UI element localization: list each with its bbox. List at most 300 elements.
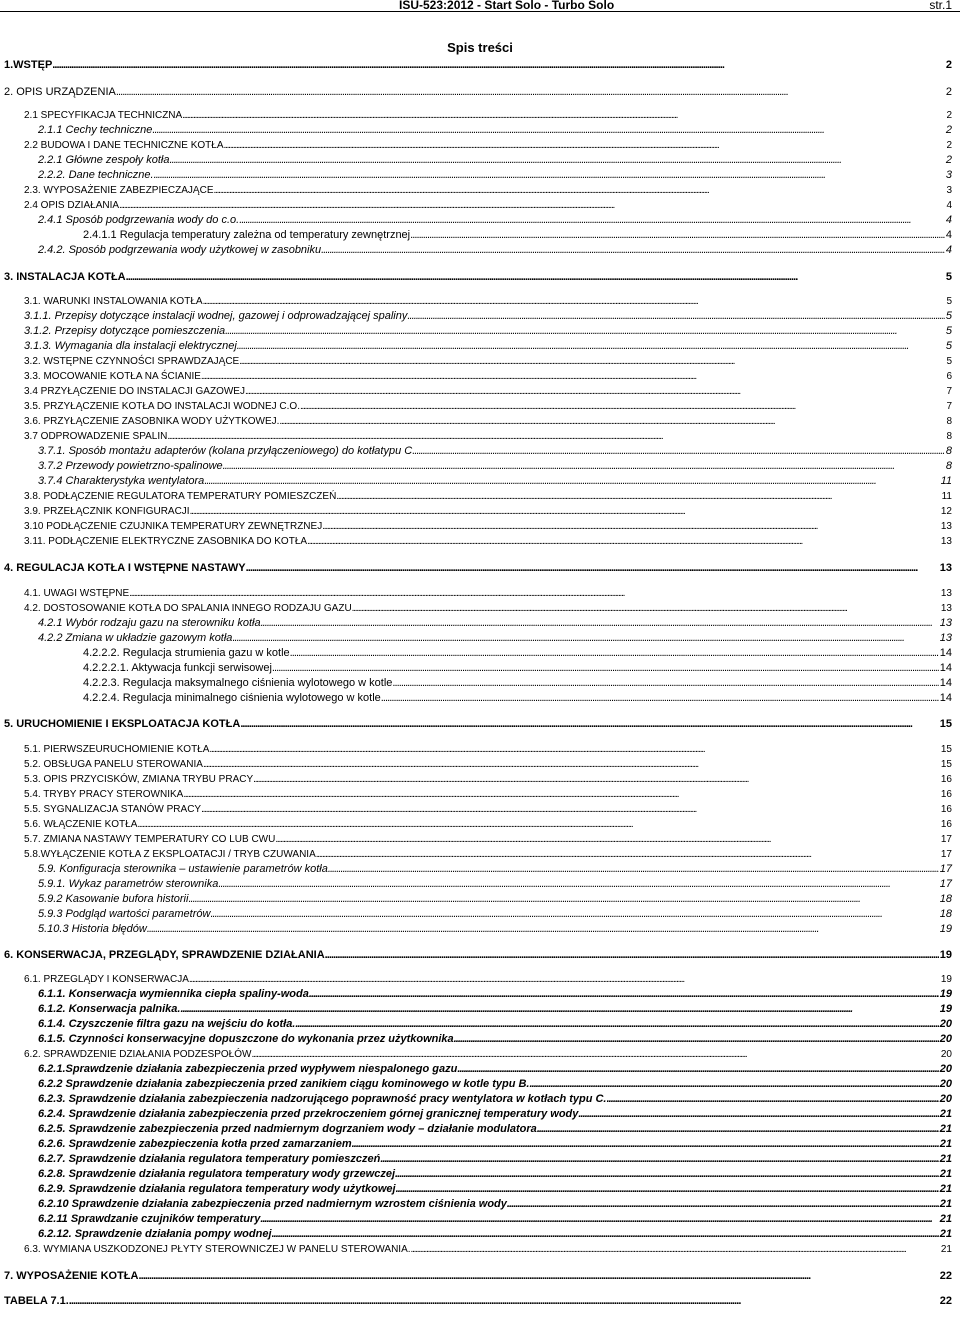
toc-entry-content: [24, 354, 952, 369]
toc-entry-content: [24, 742, 952, 757]
toc-dot-leader: [410, 228, 945, 243]
toc-dot-leader: [246, 561, 939, 576]
toc-entry[interactable]: [0, 444, 960, 459]
toc-entry[interactable]: [0, 631, 960, 646]
toc-entry-title: 6.1.1. Konserwacja wymiennika ciepła spaliny-woda: [38, 988, 309, 1000]
toc-entry[interactable]: [0, 787, 960, 802]
toc-entry-content: [38, 862, 952, 877]
toc-entry-title: 3.7.1. Sposób montażu adapterów (kolana przyłączeniowego) do kotłatypu C: [38, 445, 413, 457]
toc-dot-leader: [245, 384, 945, 399]
toc-entry-content: [38, 1197, 952, 1212]
toc-entry-page: 17: [939, 878, 952, 890]
toc-entry-page: 13: [940, 521, 952, 532]
toc-entry[interactable]: [0, 339, 960, 354]
toc-entry-content: [24, 339, 952, 354]
toc-entry[interactable]: [0, 1242, 960, 1257]
toc-entry-page: 5: [945, 310, 952, 322]
toc-dot-leader: [275, 832, 940, 847]
toc-dot-leader: [454, 1032, 939, 1047]
toc-entry-title: 6.1.2. Konserwacja palnika.: [38, 1003, 181, 1015]
toc-entry[interactable]: [0, 616, 960, 631]
toc-entry-content: [24, 414, 952, 429]
toc-entry-page: 15: [939, 718, 952, 730]
toc-entry[interactable]: [0, 1197, 960, 1212]
toc-entry-page: 4: [945, 214, 952, 226]
toc-entry[interactable]: [0, 1137, 960, 1152]
toc-entry-content: [83, 676, 952, 691]
toc-entry-content: [38, 1182, 952, 1197]
toc-entry-content: [24, 384, 952, 399]
toc-entry-title: 2.1 SPECYFIKACJA TECHNICZNA: [24, 110, 183, 121]
toc-entry[interactable]: [0, 384, 960, 399]
toc-entry-title: 3.1. WARUNKI INSTALOWANIA KOTŁA: [24, 296, 203, 307]
toc-entry-title: 3.9. PRZEŁĄCZNIK KONFIGURACJI: [24, 506, 190, 517]
toc-entry-page: 5: [945, 271, 952, 283]
toc-dot-leader: [309, 987, 939, 1002]
toc-dot-leader: [152, 123, 945, 138]
toc-entry-page: 21: [939, 1183, 952, 1195]
toc-entry-page: 18: [939, 908, 952, 920]
toc-dot-leader: [203, 294, 946, 309]
toc-dot-leader: [214, 183, 946, 198]
toc-dot-leader: [223, 138, 945, 153]
toc-entry-title: 3.10 PODŁĄCZENIE CZUJNIKA TEMPERATURY ZEWNĘTRZNEJ: [24, 521, 323, 532]
toc-entry-title: 7. WYPOSAŻENIE KOTŁA: [4, 1270, 139, 1282]
toc-entry-page: 19: [939, 1003, 952, 1015]
toc-entry[interactable]: [0, 1062, 960, 1077]
toc-dot-leader: [188, 892, 938, 907]
toc-entry[interactable]: [0, 138, 960, 153]
toc-entry-title: 5.7. ZMIANA NASTAWY TEMPERATURY CO LUB CWU: [24, 834, 276, 845]
toc-dot-leader: [396, 1182, 939, 1197]
toc-entry-content: [24, 601, 952, 616]
toc-dot-leader: [300, 399, 945, 414]
toc-entry[interactable]: [0, 601, 960, 616]
toc-dot-leader: [210, 907, 938, 922]
toc-entry-content: [38, 1107, 952, 1122]
toc-dot-leader: [395, 1167, 939, 1182]
toc-entry[interactable]: [0, 270, 960, 285]
toc-dot-leader: [138, 1269, 938, 1284]
toc-entry-content: [4, 1269, 952, 1284]
toc-entry[interactable]: [0, 742, 960, 757]
toc-entry[interactable]: [0, 58, 960, 73]
toc-dot-leader: [316, 847, 940, 862]
toc-entry-page: 22: [939, 1270, 952, 1282]
toc-entry[interactable]: [0, 474, 960, 489]
toc-dot-leader: [537, 1122, 939, 1137]
toc-dot-leader: [126, 270, 945, 285]
toc-dot-leader: [225, 324, 945, 339]
toc-entry[interactable]: [0, 691, 960, 706]
toc-entry-page: 16: [940, 789, 952, 800]
toc-entry-page: 5: [945, 325, 952, 337]
toc-dot-leader: [412, 444, 945, 459]
toc-entry-title: 6.1. PRZEGLĄDY I KONSERWACJA: [24, 974, 189, 985]
toc-entry-page: 16: [940, 804, 952, 815]
toc-entry-title: 3.3. MOCOWANIE KOTŁA NA ŚCIANIE: [24, 371, 201, 382]
toc-entry-page: 7: [946, 401, 952, 412]
toc-entry[interactable]: [0, 1269, 960, 1284]
toc-entry-title: 6.2.12. Sprawdzenie działania pompy wodnej: [38, 1228, 272, 1240]
toc-entry[interactable]: [0, 489, 960, 504]
toc-dot-leader: [189, 972, 940, 987]
toc-dot-leader: [201, 802, 940, 817]
toc-entry[interactable]: [0, 1092, 960, 1107]
toc-entry-title: 2.4.1 Sposób podgrzewania wody do c.o.: [38, 214, 240, 226]
toc-dot-leader: [129, 586, 940, 601]
toc-entry[interactable]: [0, 1227, 960, 1242]
toc-entry-page: 8: [945, 460, 952, 472]
toc-entry[interactable]: [0, 108, 960, 123]
toc-entry-title: 5.3. OPIS PRZYCISKÓW, ZMIANA TRYBU PRACY: [24, 774, 254, 785]
toc-entry-title: 3.7.2 Przewody powietrzno-spalinowe: [38, 460, 223, 472]
toc-entry[interactable]: [0, 168, 960, 183]
toc-entry-page: 21: [939, 1228, 952, 1240]
toc-entry[interactable]: [0, 243, 960, 258]
toc-entry-content: [4, 85, 952, 100]
toc-entry-title: 4.2.2 Zmiana w układzie gazowym kotła: [38, 632, 233, 644]
toc-entry-content: [83, 691, 952, 706]
toc-dot-leader: [261, 616, 939, 631]
toc-entry[interactable]: [0, 646, 960, 661]
toc-entry-title: 4.2.2.3. Regulacja maksymalnego ciśnienia wylotowego w kotle: [83, 677, 393, 689]
toc-dot-leader: [69, 1294, 939, 1309]
toc-entry-content: [4, 717, 952, 732]
toc-entry-page: 2: [945, 86, 952, 98]
toc-entry[interactable]: [0, 561, 960, 576]
toc-entry-title: 2.2.2. Dane techniczne.: [38, 169, 154, 181]
toc-entry-content: [24, 309, 952, 324]
toc-entry-content: [38, 213, 952, 228]
toc-dot-leader: [529, 1077, 938, 1092]
toc-dot-leader: [381, 691, 939, 706]
toc-entry-title: 2.3. WYPOSAŻENIE ZABEZPIECZAJĄCE: [24, 185, 214, 196]
toc-entry-title: 3.6. PRZYŁĄCZENIE ZASOBNIKA WODY UŻYTKOWEJ.: [24, 416, 280, 427]
toc-entry[interactable]: [0, 802, 960, 817]
toc-entry[interactable]: [0, 534, 960, 549]
toc-dot-leader: [190, 504, 940, 519]
toc-entry-page: 14: [939, 662, 952, 674]
toc-entry-content: [24, 138, 952, 153]
toc-entry-title: 6.1.5. Czynności konserwacyjne dopuszczone do wykonania przez użytkownika: [38, 1033, 454, 1045]
toc-dot-leader: [180, 1002, 938, 1017]
toc-entry[interactable]: [0, 1032, 960, 1047]
toc-entry-page: 4: [945, 229, 952, 241]
toc-entry[interactable]: [0, 907, 960, 922]
toc-entry-title: 3.2. WSTĘPNE CZYNNOŚCI SPRAWDZAJĄCE: [24, 356, 240, 367]
toc-entry[interactable]: [0, 847, 960, 862]
toc-dot-leader: [507, 1197, 939, 1212]
toc-entry[interactable]: [0, 832, 960, 847]
toc-entry[interactable]: [0, 661, 960, 676]
toc-entry-page: 4: [946, 200, 952, 211]
toc-entry-page: 19: [939, 988, 952, 1000]
toc-dot-leader: [325, 948, 939, 963]
toc-entry-content: [38, 907, 952, 922]
toc-entry-page: 13: [940, 603, 952, 614]
toc-entry-page: 21: [939, 1198, 952, 1210]
toc-entry-title: 5.4. TRYBY PRACY STEROWNIKA: [24, 789, 184, 800]
toc-entry-content: [38, 1092, 952, 1107]
toc-dot-leader: [380, 1152, 938, 1167]
toc-dot-leader: [239, 354, 945, 369]
toc-dot-leader: [218, 877, 938, 892]
toc-entry-page: 5: [945, 340, 952, 352]
toc-entry-page: 13: [940, 588, 952, 599]
toc-entry-content: [24, 787, 952, 802]
toc-dot-leader: [154, 168, 945, 183]
toc-entry-title: 6.2.1.Sprawdzenie działania zabezpieczenia przed wypływem niespalonego gazu: [38, 1063, 458, 1075]
toc-entry[interactable]: [0, 1002, 960, 1017]
toc-entry-title: 2.4.1.1 Regulacja temperatury zależna od temperatury zewnętrznej: [83, 229, 411, 241]
toc-dot-leader: [204, 474, 939, 489]
toc-dot-leader: [336, 489, 940, 504]
toc-entry-title: 6.2.11 Sprawdzanie czujników temperatury: [38, 1213, 261, 1225]
toc-entry[interactable]: [0, 1047, 960, 1062]
toc-entry[interactable]: [0, 948, 960, 963]
toc-entry-content: [24, 369, 952, 384]
toc-entry-content: [24, 534, 952, 549]
toc-entry[interactable]: [0, 309, 960, 324]
toc-dot-leader: [279, 414, 945, 429]
toc-entry-content: [24, 817, 952, 832]
toc-entry[interactable]: [0, 213, 960, 228]
toc-entry-page: 20: [939, 1093, 952, 1105]
toc-entry-title: 4.2.2.4. Regulacja minimalnego ciśnienia wylotowego w kotle: [83, 692, 381, 704]
toc-entry-title: 6. KONSERWACJA, PRZEGLĄDY, SPRAWDZENIE DZIAŁANIA: [4, 949, 325, 961]
toc-dot-leader: [272, 661, 939, 676]
toc-dot-leader: [407, 309, 945, 324]
toc-entry[interactable]: [0, 519, 960, 534]
toc-entry[interactable]: [0, 972, 960, 987]
toc-dot-leader: [272, 1227, 939, 1242]
toc-entry-title: 5.10.3 Historia błędów: [38, 923, 147, 935]
toc-entry[interactable]: [0, 504, 960, 519]
toc-dot-leader: [169, 153, 944, 168]
toc-entry[interactable]: [0, 414, 960, 429]
toc-entry[interactable]: [0, 862, 960, 877]
toc-entry-page: 21: [939, 1168, 952, 1180]
toc-entry[interactable]: [0, 123, 960, 138]
toc-dot-leader: [295, 1017, 938, 1032]
toc-entry-content: [4, 1294, 952, 1309]
toc-entry-page: 13: [939, 562, 952, 574]
toc-entry[interactable]: [0, 817, 960, 832]
toc-dot-leader: [578, 1107, 938, 1122]
toc-entry-content: [24, 972, 952, 987]
toc-entry-page: 14: [939, 647, 952, 659]
toc-entry-page: 13: [940, 536, 952, 547]
toc-entry[interactable]: [0, 586, 960, 601]
toc-entry-title: 6.2. SPRAWDZENIE DZIAŁANIA PODZESPOŁÓW: [24, 1049, 252, 1060]
toc-entry-title: 3.1.1. Przepisy dotyczące instalacji wodnej, gazowej i odprowadzającej spaliny: [24, 310, 408, 322]
toc-entry-page: 2: [945, 59, 952, 71]
toc-dot-leader: [223, 459, 945, 474]
toc-entry-title: 6.3. WYMIANA USZKODZONEJ PŁYTY STEROWNICZEJ W PANELU STEROWANIA.: [24, 1244, 411, 1255]
toc-dot-leader: [240, 717, 938, 732]
toc-entry-title: 2.1.1 Cechy techniczne: [38, 124, 153, 136]
toc-entry-content: [24, 399, 952, 414]
toc-entry-title: 5.9.3 Podgląd wartości parametrów: [38, 908, 211, 920]
toc-entry[interactable]: [0, 772, 960, 787]
toc-dot-leader: [239, 213, 945, 228]
toc-entry[interactable]: [0, 1017, 960, 1032]
toc-entry-content: [38, 1062, 952, 1077]
toc-entry-page: 13: [939, 632, 952, 644]
toc-entry-page: 5: [946, 296, 952, 307]
toc-entry-page: 8: [946, 431, 952, 442]
toc-dot-leader: [137, 817, 940, 832]
toc-dot-leader: [321, 243, 945, 258]
toc-entry-content: [38, 631, 952, 646]
toc-entry-page: 17: [939, 863, 952, 875]
toc-entry[interactable]: [0, 429, 960, 444]
toc-entry-content: [38, 1152, 952, 1167]
toc-dot-leader: [201, 369, 946, 384]
toc-entry-content: [38, 1017, 952, 1032]
toc-entry[interactable]: [0, 183, 960, 198]
toc-entry-title: 5.6. WŁĄCZENIE KOTŁA: [24, 819, 138, 830]
toc-dot-leader: [182, 108, 945, 123]
toc-entry-page: 19: [939, 923, 952, 935]
toc-entry-content: [24, 294, 952, 309]
toc-entry-title: 5.5. SYGNALIZACJA STANÓW PRACY: [24, 804, 202, 815]
toc-entry-title: 5.2. OBSŁUGA PANELU STEROWANIA: [24, 759, 203, 770]
toc-entry-title: 4.2.2.2.1. Aktywacja funkcji serwisowej: [83, 662, 272, 674]
toc-entry-title: 5. URUCHOMIENIE I EKSPLOATACJA KOTŁA: [4, 718, 241, 730]
toc-entry-title: 5.9. Konfiguracja sterownika – ustawienie parametrów kotła: [38, 863, 328, 875]
header-rule: [0, 11, 960, 12]
toc-entry[interactable]: [0, 987, 960, 1002]
toc-entry[interactable]: [0, 1182, 960, 1197]
toc-entry[interactable]: [0, 676, 960, 691]
toc-entry-title: TABELA 7.1.: [4, 1295, 69, 1307]
toc-entry-content: [38, 1227, 952, 1242]
toc-entry[interactable]: [0, 922, 960, 937]
toc-entry-page: 8: [946, 416, 952, 427]
toc-entry-title: 5.8.WYŁĄCZENIE KOTŁA Z EKSPLOATACJI / TRYB CZUWANIA: [24, 849, 316, 860]
toc-entry[interactable]: [0, 892, 960, 907]
toc-entry-page: 21: [939, 1153, 952, 1165]
toc-entry-content: [24, 1047, 952, 1062]
toc-entry[interactable]: [0, 1167, 960, 1182]
toc-entry[interactable]: [0, 153, 960, 168]
toc-entry-page: 7: [946, 386, 952, 397]
toc-entry-page: 13: [939, 617, 952, 629]
toc-entry-content: [24, 183, 952, 198]
toc-entry-title: 4.2.1 Wybór rodzaju gazu na sterowniku kotła: [38, 617, 261, 629]
toc-dot-leader: [352, 601, 940, 616]
toc-entry-content: [38, 243, 952, 258]
toc-entry[interactable]: [0, 1152, 960, 1167]
toc-entry-content: [38, 1137, 952, 1152]
page-number: str.1: [929, 0, 952, 12]
toc-entry[interactable]: [0, 85, 960, 100]
toc-dot-leader: [290, 646, 939, 661]
toc-entry-title: 3.5. PRZYŁĄCZENIE KOTŁA DO INSTALACJI WODNEJ C.O.: [24, 401, 300, 412]
toc-dot-leader: [116, 85, 945, 100]
toc-entry-content: [38, 1077, 952, 1092]
toc-entry-title: 4.1. UWAGI WSTĘPNE: [24, 588, 130, 599]
toc-entry[interactable]: [0, 369, 960, 384]
toc-dot-leader: [232, 631, 938, 646]
toc-entry-title: 6.2.4. Sprawdzenie działania zabezpieczenia przed przekroczeniem górnej granicznej temperatury wody: [38, 1108, 579, 1120]
toc-entry-page: 2: [946, 140, 952, 151]
toc-entry-content: [24, 847, 952, 862]
toc-dot-leader: [352, 1137, 939, 1152]
toc-entry[interactable]: [0, 757, 960, 772]
toc-entry[interactable]: [0, 877, 960, 892]
toc-entry-title: 6.2.6. Sprawdzenie zabezpieczenia kotła przed zamarzaniem: [38, 1138, 352, 1150]
toc-entry-title: 6.2.5. Sprawdzenie zabezpieczenia przed nadmiernym dogrzaniem wody – działanie modulatora: [38, 1123, 537, 1135]
toc-entry-page: 17: [940, 834, 952, 845]
toc-entry-title: 6.2.2 Sprawdzenie działania zabezpieczenia przed zanikiem ciągu kominowego w kotle typu B.: [38, 1078, 530, 1090]
toc-dot-leader: [411, 1242, 940, 1257]
toc-entry[interactable]: [0, 1212, 960, 1227]
toc-dot-leader: [209, 742, 939, 757]
toc-entry-title: 3.1.3. Wymagania dla instalacji elektrycznej: [24, 340, 237, 352]
toc-entry-title: 4.2. DOSTOSOWANIE KOTŁA DO SPALANIA INNEGO RODZAJU GAZU: [24, 603, 352, 614]
toc-entry-page: 12: [940, 506, 952, 517]
toc-dot-leader: [119, 198, 945, 213]
toc-entry[interactable]: [0, 717, 960, 732]
toc-dot-leader: [183, 787, 940, 802]
toc-entry[interactable]: [0, 399, 960, 414]
toc-entry-page: 20: [939, 1033, 952, 1045]
toc-entry[interactable]: [0, 324, 960, 339]
toc-entry-title: 6.2.3. Sprawdzenie działania zabezpieczenia nadzorującego poprawność pracy wentylatora w kotłach typu C.: [38, 1093, 607, 1105]
toc-entry-page: 21: [940, 1244, 952, 1255]
toc-entry[interactable]: [0, 354, 960, 369]
toc-entry-title: 3.4 PRZYŁĄCZENIE DO INSTALACJI GAZOWEJ: [24, 386, 245, 397]
toc-entry-page: 6: [946, 371, 952, 382]
toc-entry-content: [24, 772, 952, 787]
toc-entry-page: 22: [939, 1295, 952, 1307]
toc-entry-content: [24, 519, 952, 534]
toc-entry[interactable]: [0, 198, 960, 213]
toc-entry-content: [38, 1122, 952, 1137]
toc-entry-title: 3. INSTALACJA KOTŁA: [4, 271, 126, 283]
toc-entry-content: [38, 922, 952, 937]
toc-dot-leader: [392, 676, 938, 691]
toc-entry-title: 2. OPIS URZĄDZENIA: [4, 86, 116, 98]
toc-entry[interactable]: [0, 294, 960, 309]
toc-entry[interactable]: [0, 228, 960, 243]
toc-entry[interactable]: [0, 459, 960, 474]
toc-entry-page: 17: [940, 849, 952, 860]
toc-entry[interactable]: [0, 1294, 960, 1309]
toc-entry-page: 14: [939, 692, 952, 704]
toc-entry-page: 21: [939, 1123, 952, 1135]
toc-entry-title: 2.4.2. Sposób podgrzewania wody użytkowej w zasobniku: [38, 244, 322, 256]
toc-entry-page: 21: [939, 1138, 952, 1150]
toc-entry-content: [4, 561, 952, 576]
toc-entry-page: 11: [941, 491, 952, 502]
toc-entry[interactable]: [0, 1122, 960, 1137]
toc-entry[interactable]: [0, 1077, 960, 1092]
toc-entry-content: [4, 270, 952, 285]
toc-entry-content: [38, 1032, 952, 1047]
toc-dot-leader: [607, 1092, 939, 1107]
toc-entry[interactable]: [0, 1107, 960, 1122]
toc-entry-title: 2.4 OPIS DZIAŁANIA: [24, 200, 120, 211]
toc-entry-page: 19: [939, 949, 952, 961]
toc-entry-page: 21: [939, 1213, 952, 1225]
toc-dot-leader: [328, 862, 939, 877]
toc-entry-title: 3.1.2. Przepisy dotyczące pomieszczenia: [24, 325, 226, 337]
page-header: [0, 0, 960, 12]
